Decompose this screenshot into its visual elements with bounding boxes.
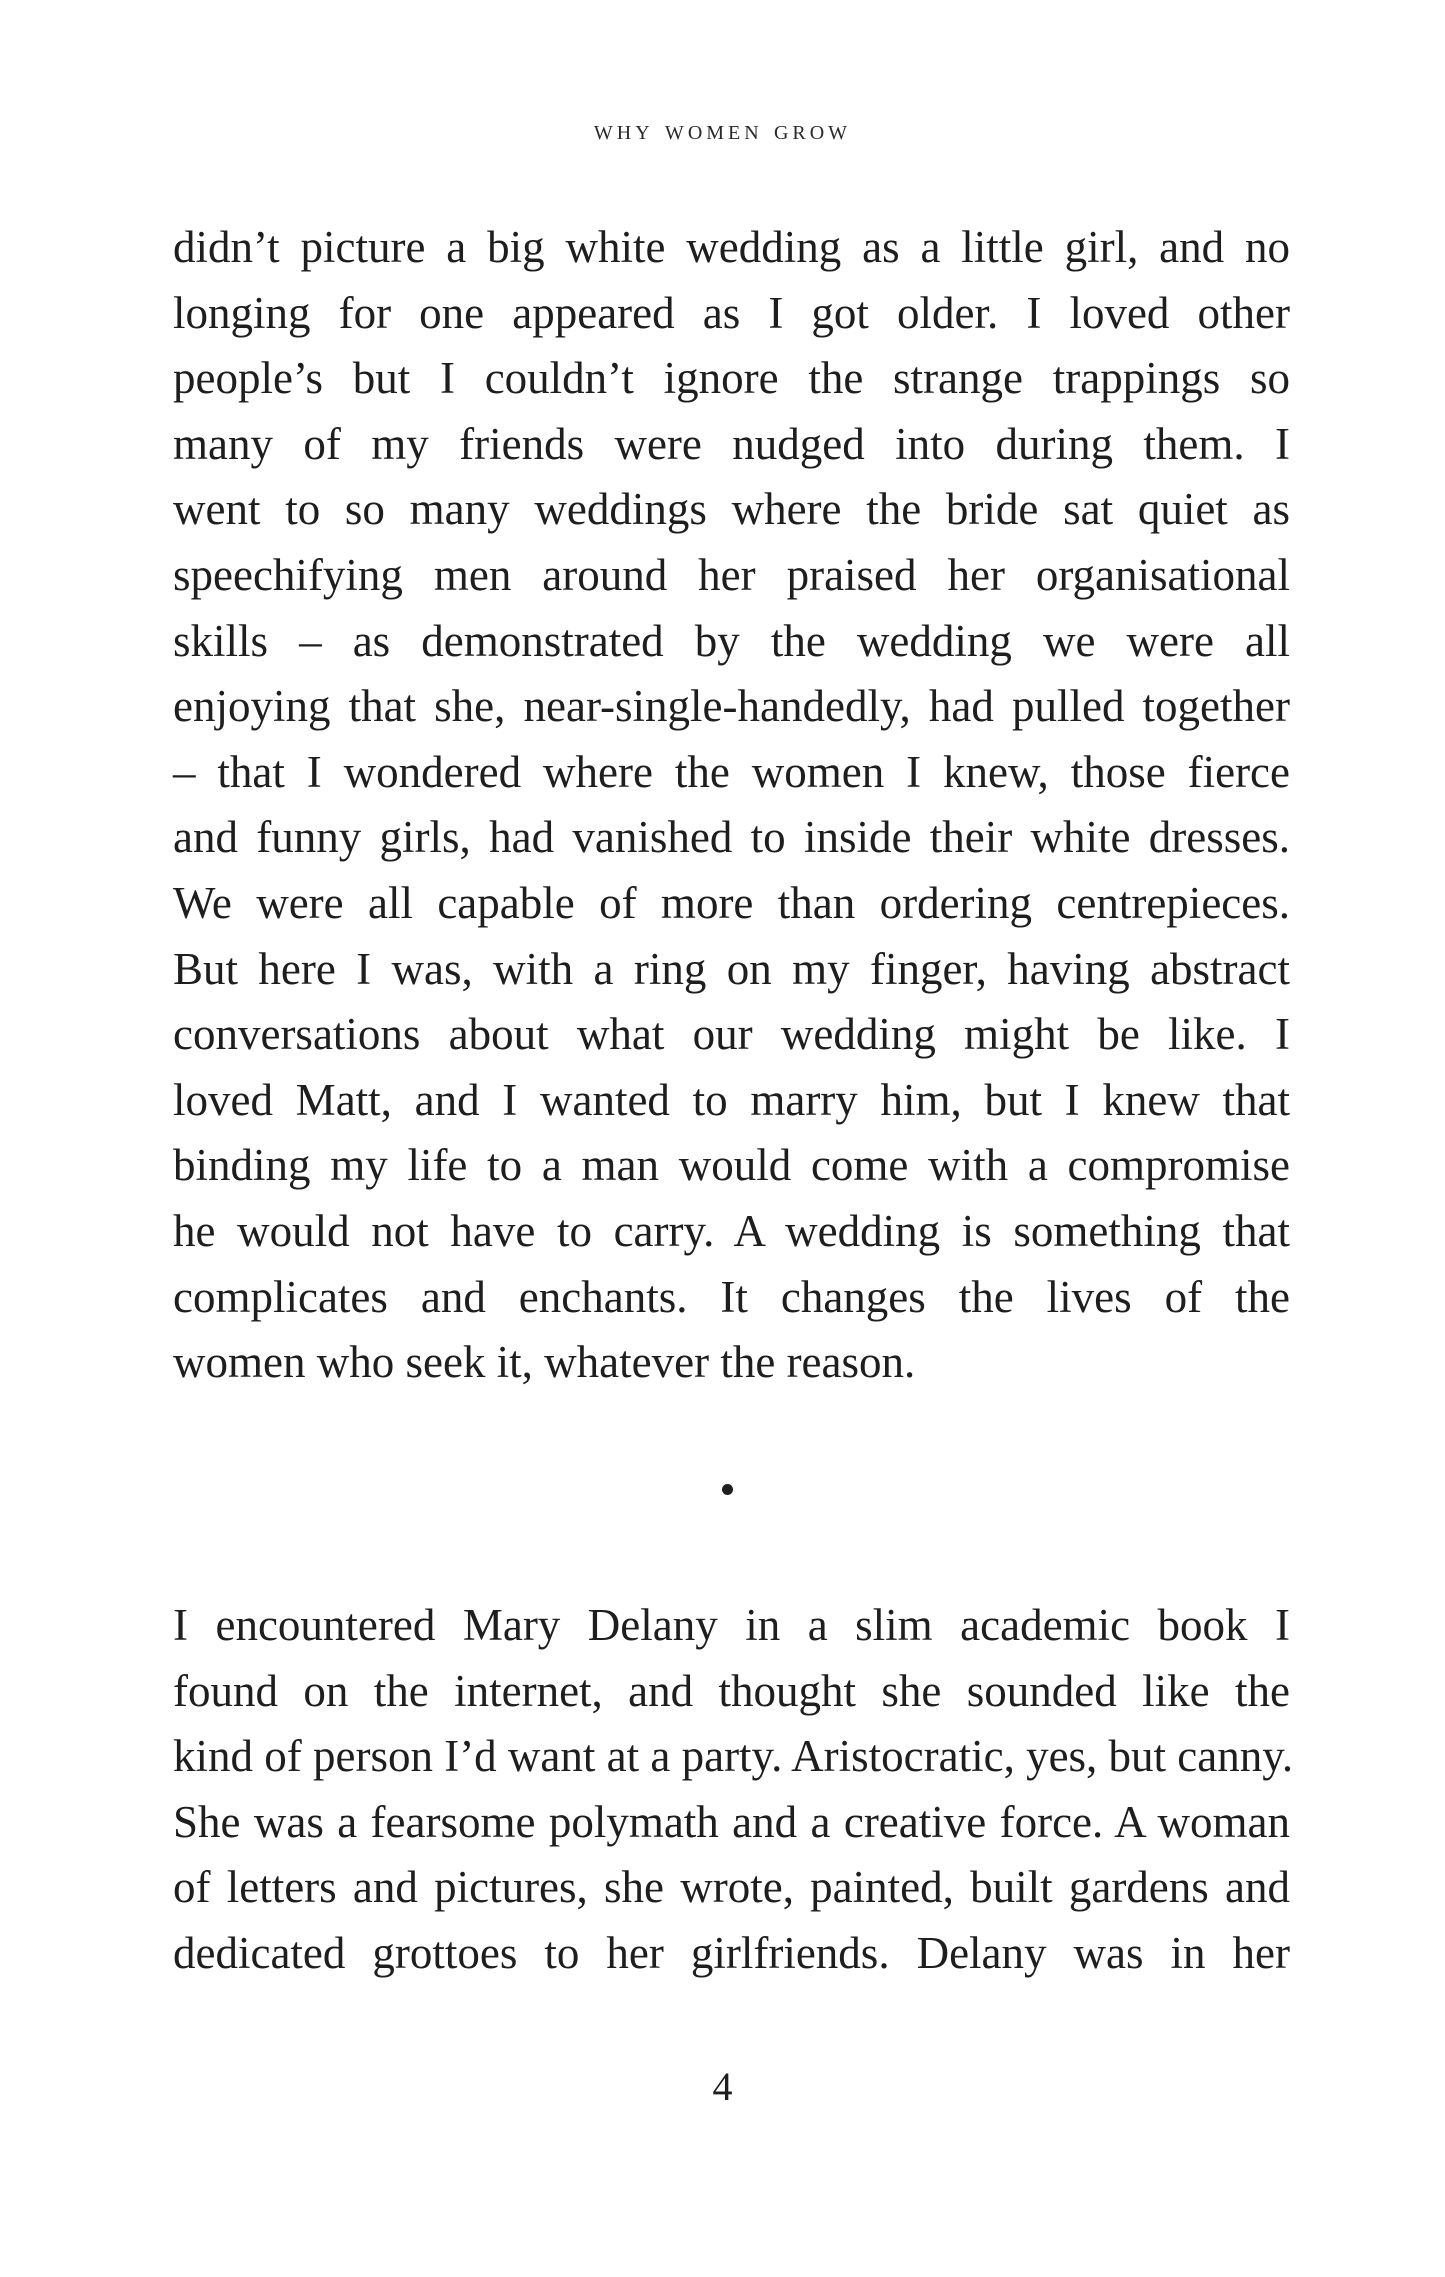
text-line: kind of person I’d want at a party. Aristocratic, yes, but canny. (173, 1731, 1294, 1782)
text-line: She was a fearsome polymath and a creative force. A woman (173, 1796, 1290, 1847)
text-line: enjoying that she, near-single-handedly, had pulled together (173, 681, 1290, 732)
page-number: 4 (712, 2064, 733, 2109)
text-line: didn’t picture a big white wedding as a little girl, and no (173, 222, 1290, 272)
text-line: complicates and enchants. It changes the lives of the (173, 1271, 1290, 1322)
text-line: speechifying men around her praised her organisational (173, 549, 1290, 600)
text-line: longing for one appeared as I got older. I loved other (173, 287, 1290, 338)
running-header: why women grow (593, 114, 852, 146)
text-line: binding my life to a man would come with a compromise (173, 1140, 1290, 1191)
text-line: skills – as demonstrated by the wedding we were all (173, 615, 1290, 666)
text-line: he would not have to carry. A wedding is something that (173, 1205, 1290, 1256)
text-line: people’s but I couldn’t ignore the strange trappings so (173, 353, 1290, 404)
text-line: loved Matt, and I wanted to marry him, but I knew that (173, 1074, 1290, 1125)
body-paragraph-1 (173, 215, 1290, 1396)
text-line: We were all capable of more than ordering centrepieces. (173, 877, 1290, 928)
text-line: women who seek it, whatever the reason. (173, 1337, 916, 1388)
text-line: went to so many weddings where the bride sat quiet as (173, 484, 1290, 535)
text-line: found on the internet, and thought she sounded like the (173, 1665, 1290, 1716)
text-line: But here I was, with a ring on my finger, having abstract (173, 943, 1290, 994)
body-paragraph-2 (173, 1593, 1294, 1987)
section-break-bullet (722, 1484, 733, 1495)
text-line: many of my friends were nudged into during them. I (173, 418, 1290, 469)
text-line: of letters and pictures, she wrote, painted, built gardens and (173, 1862, 1290, 1913)
text-line: – that I wondered where the women I knew, those fierce (173, 746, 1290, 797)
text-line: conversations about what our wedding might be like. I (173, 1009, 1290, 1060)
text-line: and funny girls, had vanished to inside their white dresses. (173, 812, 1290, 863)
text-line: I encountered Mary Delany in a slim academic book I (173, 1600, 1290, 1650)
text-line: dedicated grottoes to her girlfriends. Delany was in her (173, 1927, 1290, 1978)
